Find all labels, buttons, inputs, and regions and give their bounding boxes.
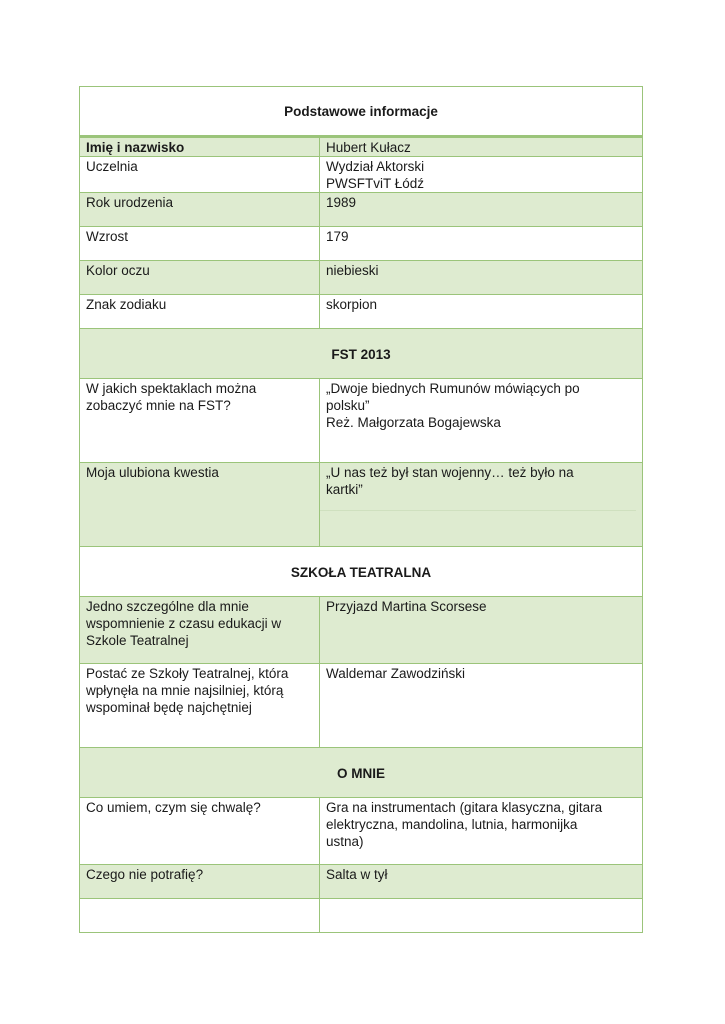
row-label xyxy=(80,899,320,933)
divider xyxy=(320,510,636,511)
table-row xyxy=(80,798,643,865)
row-label: Rok urodzenia xyxy=(80,193,320,227)
row-label: Imię i nazwisko xyxy=(80,137,320,157)
table-row xyxy=(80,664,643,748)
table-row xyxy=(80,193,643,227)
table-row xyxy=(80,295,643,329)
table-row xyxy=(80,261,643,295)
section-header-fst xyxy=(80,329,643,379)
section-header-school xyxy=(80,547,643,597)
table-row xyxy=(80,899,643,933)
section-title-fst: FST 2013 xyxy=(80,329,643,379)
row-value: Salta w tył xyxy=(320,865,643,899)
table-row xyxy=(80,137,643,157)
row-label: Kolor oczu xyxy=(80,261,320,295)
row-value: 1989 xyxy=(320,193,643,227)
row-value: 179 xyxy=(320,227,643,261)
row-value: skorpion xyxy=(320,295,643,329)
row-value: „U nas też był stan wojenny… też było na kartki” xyxy=(320,463,643,547)
row-value: Gra na instrumentach (gitara klasyczna, gitara elektryczna, mandolina, lutnia, harmonijka ustna) xyxy=(320,798,643,865)
row-label: Moja ulubiona kwestia xyxy=(80,463,320,547)
row-label: Znak zodiaku xyxy=(80,295,320,329)
row-label: Wzrost xyxy=(80,227,320,261)
row-label: Co umiem, czym się chwalę? xyxy=(80,798,320,865)
section-header-about xyxy=(80,748,643,798)
row-value: Wydział Aktorski PWSFTviT Łódź xyxy=(320,157,643,193)
row-value: Waldemar Zawodziński xyxy=(320,664,643,748)
row-value: Hubert Kułacz xyxy=(320,137,643,157)
section-title-basic: Podstawowe informacje xyxy=(80,87,643,137)
row-value: Przyjazd Martina Scorsese xyxy=(320,597,643,664)
row-label: Postać ze Szkoły Teatralnej, która wpłynęła na mnie najsilniej, którą wspominał będę najchętniej xyxy=(80,664,320,748)
table-row xyxy=(80,157,643,193)
row-value xyxy=(320,899,643,933)
row-label: W jakich spektaklach można zobaczyć mnie na FST? xyxy=(80,379,320,463)
table-row xyxy=(80,227,643,261)
row-value: niebieski xyxy=(320,261,643,295)
section-title-about: O MNIE xyxy=(80,748,643,798)
section-title-school: SZKOŁA TEATRALNA xyxy=(80,547,643,597)
row-label: Jedno szczególne dla mnie wspomnienie z czasu edukacji w Szkole Teatralnej xyxy=(80,597,320,664)
section-header-basic xyxy=(80,87,643,137)
table-row xyxy=(80,379,643,463)
row-value: „Dwoje biednych Rumunów mówiących po polsku” Reż. Małgorzata Bogajewska xyxy=(320,379,643,463)
row-label: Czego nie potrafię? xyxy=(80,865,320,899)
table-row xyxy=(80,865,643,899)
table-row xyxy=(80,463,643,547)
row-label: Uczelnia xyxy=(80,157,320,193)
table-row xyxy=(80,597,643,664)
